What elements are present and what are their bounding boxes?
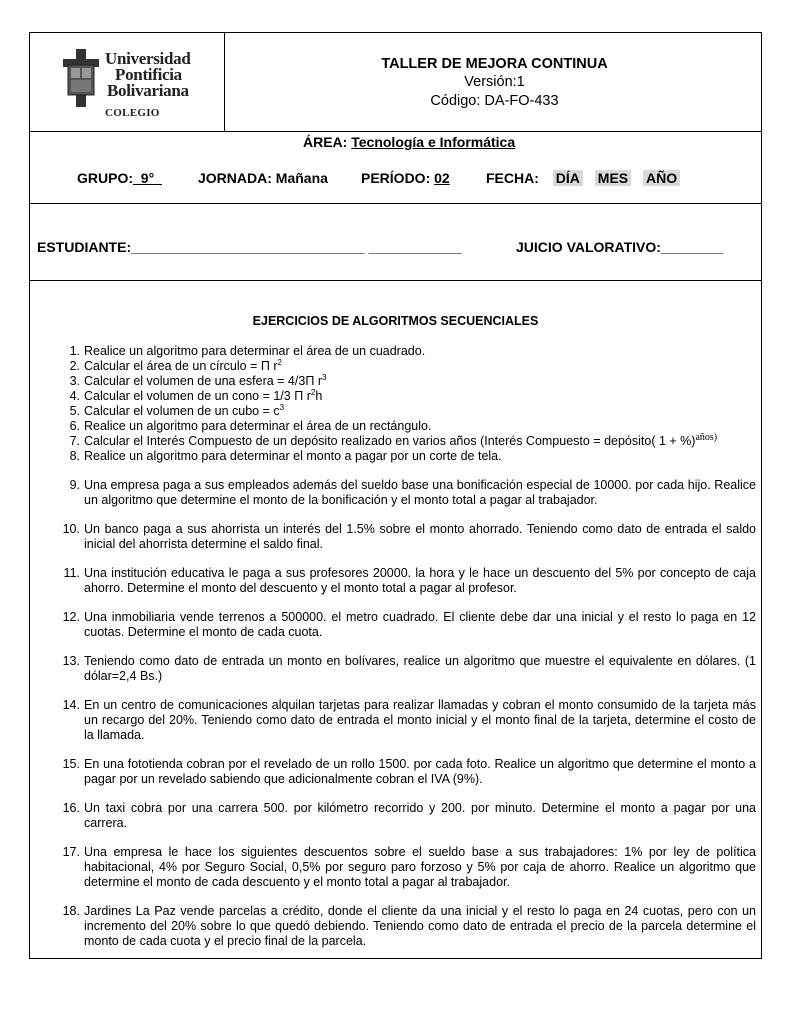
periodo-field [361, 170, 450, 186]
list-item [54, 610, 756, 640]
superscript: años) [695, 431, 718, 443]
item-number: 3. [69, 374, 80, 388]
list-item [54, 374, 756, 389]
area-label: ÁREA: [303, 134, 348, 150]
exercise-list [54, 344, 756, 949]
item-number: 2. [69, 359, 80, 373]
item-number: 16. [62, 801, 80, 815]
fecha-field [486, 170, 680, 186]
list-item [54, 801, 756, 831]
logo-wordmark [105, 51, 191, 99]
logo-line-2: Pontificia [115, 65, 182, 84]
item-text-tail: h [315, 389, 323, 403]
item-number: 14. [62, 698, 80, 712]
grupo-value: _9°_ [133, 170, 162, 186]
item-text: Calcular el Interés Compuesto de un depósito realizado en varios años (Interés Compuesto = depósito( 1 + %) [84, 434, 696, 448]
juicio-valorativo-field: JUICIO VALORATIVO:________ [516, 239, 724, 255]
superscript: 2 [310, 387, 316, 397]
superscript: 3 [279, 402, 285, 412]
form-frame [29, 32, 762, 959]
logo-line-3: Bolivariana [107, 81, 189, 100]
item-text: Un taxi cobra por una carrera 500. por kilómetro recorrido y 200. por minuto. Determine el monto a pagar por una carrera. [84, 801, 756, 830]
item-number: 11. [63, 566, 80, 580]
item-text: Calcular el volumen de un cono = 1/3 Π r [84, 389, 311, 403]
item-text: Teniendo como dato de entrada un monto en bolívares, realice un algoritmo que muestre el equivalente en dólares. (1 dólar=2,4 Bs.) [84, 654, 756, 683]
item-text: Calcular el volumen de un cubo = c [84, 404, 280, 418]
area-value: Tecnología e Informática [351, 134, 516, 150]
item-text: Realice un algoritmo para determinar el área de un cuadrado. [84, 344, 426, 358]
periodo-label: PERÍODO: [361, 170, 431, 186]
document-title: TALLER DE MEJORA CONTINUA [381, 56, 608, 72]
item-text: Realice un algoritmo para determinar el área de un rectángulo. [84, 419, 432, 433]
item-text: Una inmobiliaria vende terrenos a 500000. el metro cuadrado. El cliente debe dar una inicial y el resto lo paga en 12 cuotas. Determine el monto de cada cuota. [84, 610, 756, 639]
university-logo [63, 49, 233, 119]
rule-student [30, 280, 761, 281]
item-number: 7. [69, 434, 80, 448]
fecha-label: FECHA: [486, 170, 539, 186]
item-number: 17. [62, 845, 80, 859]
item-number: 15. [62, 757, 80, 771]
item-text: Una empresa paga a sus empleados además del sueldo base una bonificación especial de 10000. por cada hijo. Realice un algoritmo que determine el monto de la bonificación y el monto total a pagar al trabajador. [84, 478, 756, 507]
list-item [54, 757, 756, 787]
list-item [54, 389, 756, 404]
item-number: 6. [69, 419, 80, 433]
list-item [54, 344, 756, 359]
shield-icon [63, 49, 99, 107]
item-text: Un banco paga a sus ahorrista un interés del 1.5% sobre el monto ahorrado. Teniendo como dato de entrada el saldo inicial del ahorrista determine el saldo final. [84, 522, 756, 551]
fecha-dia: DÍA [553, 170, 583, 186]
item-number: 5. [69, 404, 80, 418]
item-text: Calcular el volumen de una esfera = 4/3Π r [84, 374, 322, 388]
periodo-value: 02 [434, 170, 450, 186]
item-number: 4. [69, 389, 80, 403]
fecha-anio: AÑO [643, 170, 680, 186]
list-item [54, 449, 756, 464]
item-number: 12. [62, 610, 80, 624]
logo-line-1: Universidad [105, 49, 191, 68]
rule-header [30, 131, 761, 132]
superscript: 3 [321, 372, 327, 382]
item-text: Una institución educativa le paga a sus profesores 20000. la hora y le hace un descuento del 5% por concepto de caja ahorro. Determine el monto del descuento y el monto total a pagar al profesor. [84, 566, 756, 595]
document-code: Código: DA-FO-433 [430, 93, 559, 109]
item-number: 13. [62, 654, 80, 668]
item-number: 1. [69, 344, 80, 358]
superscript: 2 [277, 357, 282, 367]
item-number: 10. [62, 522, 80, 536]
list-item [54, 654, 756, 684]
list-item [54, 845, 756, 890]
item-text: En una fototienda cobran por el revelado de un rollo 1500. por cada foto. Realice un algoritmo que determine el monto a pagar por un revelado sabiendo que adicionalmente cobran el IVA (9%). [84, 757, 756, 786]
area-row [303, 134, 515, 150]
list-item [54, 478, 756, 508]
list-item [54, 419, 756, 434]
list-item [54, 404, 756, 419]
item-number: 18. [62, 904, 80, 918]
estudiante-field: ESTUDIANTE:______________________________ ____________ [37, 239, 463, 255]
fecha-mes: MES [595, 170, 631, 186]
grupo-label: GRUPO: [77, 170, 133, 186]
document-version: Versión:1 [464, 74, 525, 90]
list-item [54, 698, 756, 743]
jornada-field: JORNADA: Mañana [198, 170, 328, 186]
list-item [54, 904, 756, 949]
item-text: Una empresa le hace los siguientes descuentos sobre el sueldo base a sus trabajadores: 1% por ley de política habitacional, 4% por Seguro Social, 0,5% por seguro paro forzoso y 5% por caja de ahorro. Realice un algoritmo que determine el monto de cada descuento y el monto total a pagar al trabajador. [84, 845, 756, 889]
item-number: 9. [69, 478, 80, 492]
item-number: 8. [69, 449, 80, 463]
list-item [54, 359, 756, 374]
item-text: Calcular el área de un círculo = Π r [84, 359, 278, 373]
list-item [54, 522, 756, 552]
list-item [54, 566, 756, 596]
item-text: Jardines La Paz vende parcelas a crédito, donde el cliente da una inicial y el resto lo paga en 24 cuotas, pero con un incremento del 20% sobre lo que quedó debiendo. Teniendo como dato de entrada el precio de la parcela determine el monto de cada cuota y el precio final de la parcela. [84, 904, 756, 948]
item-text: Realice un algoritmo para determinar el monto a pagar por un corte de tela. [84, 449, 502, 463]
item-text: En un centro de comunicaciones alquilan tarjetas para realizar llamadas y cobran el monto consumido de la tarjeta más un recargo del 20%. Teniendo como dato de entrada el monto inicial y el monto final de la tarjeta, determine el costo de la llamada. [84, 698, 756, 742]
grupo-field [77, 170, 162, 186]
rule-info [30, 203, 761, 204]
section-title: EJERCICIOS DE ALGORITMOS SECUENCIALES [252, 314, 539, 328]
logo-subtitle: COLEGIO [105, 107, 160, 119]
list-item [54, 431, 756, 449]
